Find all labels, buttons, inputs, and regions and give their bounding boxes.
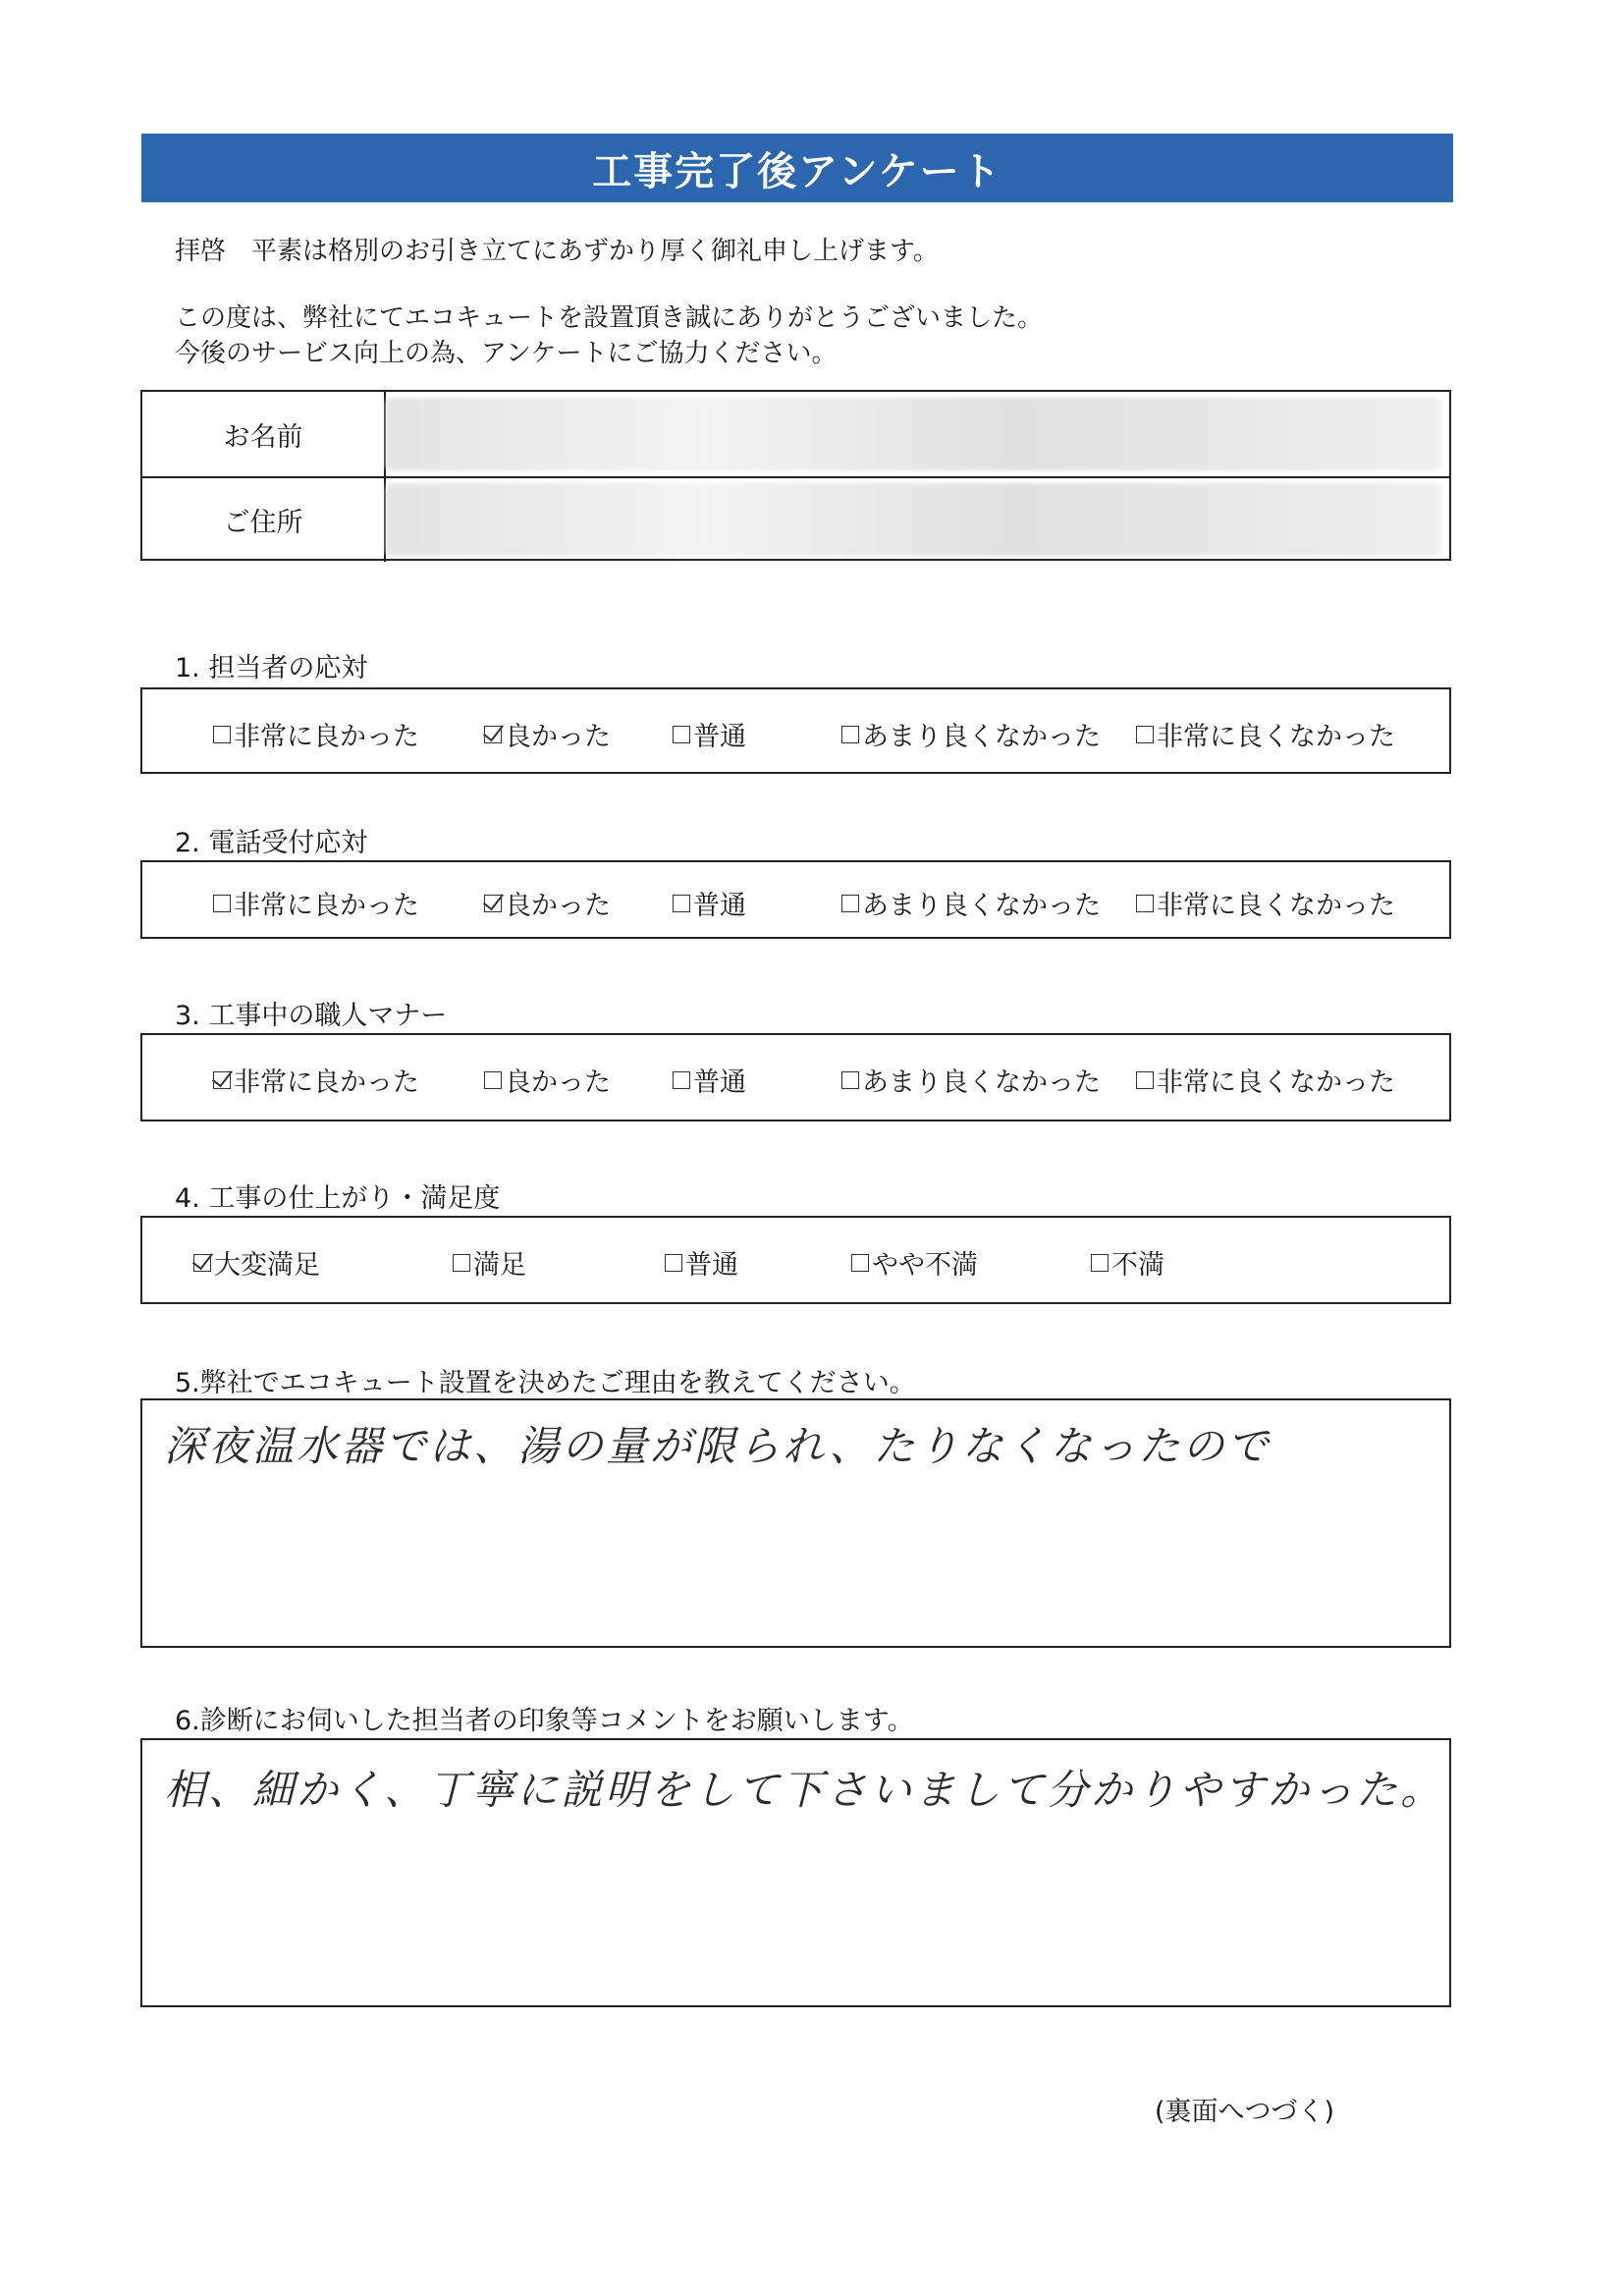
q2-option[interactable]: あまり良くなかった xyxy=(841,884,1101,922)
q1-label: 1. 担当者の応対 xyxy=(175,653,368,683)
q2-option[interactable]: 非常に良くなかった xyxy=(1136,884,1395,922)
q1-option[interactable]: 非常に良くなかった xyxy=(1136,715,1395,753)
q4-option[interactable]: やや不満 xyxy=(851,1243,978,1282)
checkbox-icon[interactable] xyxy=(1091,1254,1109,1272)
q2-option[interactable]: 普通 xyxy=(673,884,746,922)
checkbox-icon[interactable] xyxy=(1136,895,1154,912)
checkbox-icon[interactable] xyxy=(1136,1071,1154,1089)
checkbox-icon[interactable] xyxy=(673,726,690,743)
q2-label: 2. 電話受付応対 xyxy=(175,828,368,858)
q4-option[interactable]: 普通 xyxy=(665,1243,738,1282)
q2-options-box xyxy=(140,860,1451,939)
intro-request: 今後のサービス向上の為、アンケートにご協力ください。 xyxy=(175,339,838,368)
name-label: お名前 xyxy=(142,392,386,476)
q6-answer-box[interactable] xyxy=(140,1738,1451,2007)
q3-option[interactable]: 非常に良かった xyxy=(213,1061,419,1099)
q4-option[interactable]: 満足 xyxy=(453,1243,526,1282)
q1-option[interactable]: 非常に良かった xyxy=(213,715,419,753)
q2-option[interactable]: 非常に良かった xyxy=(213,884,419,922)
q3-option[interactable]: 良かった xyxy=(484,1061,611,1099)
q3-options-box xyxy=(140,1033,1451,1121)
continued-note: (裏面へつづく) xyxy=(1155,2097,1335,2127)
checked-checkbox-icon[interactable] xyxy=(193,1254,211,1272)
checked-checkbox-icon[interactable] xyxy=(213,1071,231,1089)
checkbox-icon[interactable] xyxy=(213,895,231,912)
checkbox-icon[interactable] xyxy=(484,1071,502,1089)
checkbox-icon[interactable] xyxy=(453,1254,470,1272)
q5-handwritten-answer: 深夜温水器では、湯の量が限られ、たりなくなったので xyxy=(164,1422,1271,1470)
address-field-redacted[interactable] xyxy=(386,483,1441,556)
checkbox-icon[interactable] xyxy=(841,726,859,743)
intro-greeting: 拝啓 平素は格別のお引き立てにあずかり厚く御礼申し上げます。 xyxy=(175,237,939,266)
checked-checkbox-icon[interactable] xyxy=(484,726,502,743)
q1-option[interactable]: 普通 xyxy=(673,715,746,753)
q3-label: 3. 工事中の職人マナー xyxy=(175,1001,448,1031)
name-row xyxy=(142,392,1449,478)
q3-option[interactable]: あまり良くなかった xyxy=(841,1061,1101,1099)
customer-info-table xyxy=(140,390,1451,561)
q1-option[interactable]: あまり良くなかった xyxy=(841,715,1101,753)
q4-label: 4. 工事の仕上がり・満足度 xyxy=(175,1183,501,1214)
q4-option[interactable]: 不満 xyxy=(1091,1243,1164,1282)
q4-option[interactable]: 大変満足 xyxy=(193,1243,320,1282)
checkbox-icon[interactable] xyxy=(213,726,231,743)
intro-thanks: この度は、弊社にてエコキュートを設置頂き誠にありがとうございました。 xyxy=(175,303,1044,333)
name-field-redacted[interactable] xyxy=(386,398,1441,470)
q5-answer-box[interactable] xyxy=(140,1398,1451,1648)
checkbox-icon[interactable] xyxy=(1136,726,1154,743)
q4-options-box xyxy=(140,1216,1451,1304)
checkbox-icon[interactable] xyxy=(841,895,859,912)
checkbox-icon[interactable] xyxy=(665,1254,682,1272)
checkbox-icon[interactable] xyxy=(841,1071,859,1089)
q1-options-box xyxy=(140,687,1451,774)
q5-label: 5.弊社でエコキュート設置を決めたご理由を教えてください。 xyxy=(175,1368,916,1398)
q3-option[interactable]: 非常に良くなかった xyxy=(1136,1061,1395,1099)
q3-option[interactable]: 普通 xyxy=(673,1061,746,1099)
checkbox-icon[interactable] xyxy=(673,895,690,912)
checked-checkbox-icon[interactable] xyxy=(484,895,502,912)
q6-handwritten-answer: 相、細かく、丁寧に説明をして下さいまして分かりやすかった。 xyxy=(164,1766,1445,1814)
q6-label: 6.診断にお伺いした担当者の印象等コメントをお願いします。 xyxy=(175,1706,914,1736)
checkbox-icon[interactable] xyxy=(673,1071,690,1089)
q1-option[interactable]: 良かった xyxy=(484,715,611,753)
q2-option[interactable]: 良かった xyxy=(484,884,611,922)
survey-title: 工事完了後アンケート xyxy=(141,134,1453,202)
address-row xyxy=(142,477,1449,562)
checkbox-icon[interactable] xyxy=(851,1254,869,1272)
address-label: ご住所 xyxy=(142,477,386,562)
